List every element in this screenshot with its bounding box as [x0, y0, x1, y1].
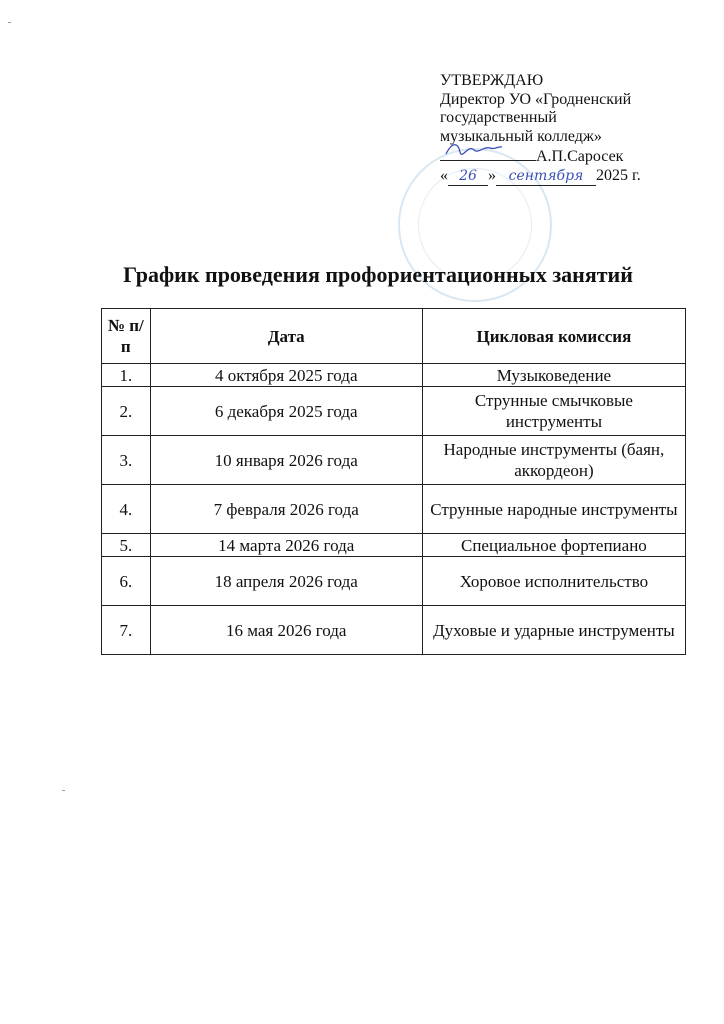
table-row — [102, 387, 686, 436]
approval-org-line2: государственный — [440, 109, 557, 126]
cell-commission: Духовые и ударные инструменты — [422, 606, 685, 655]
table-row — [102, 534, 686, 557]
cell-num: 5. — [102, 534, 151, 557]
cell-commission: Хоровое исполнительство — [422, 557, 685, 606]
approval-org-line3: музыкальный колледж» — [440, 127, 602, 145]
header-date: Дата — [150, 309, 422, 364]
signature-scribble-icon — [444, 138, 504, 160]
schedule-table — [101, 308, 686, 655]
cell-num: 7. — [102, 606, 151, 655]
approval-day: 26 — [448, 167, 488, 187]
cell-num: 6. — [102, 557, 151, 606]
cell-date: 4 октября 2025 года — [150, 364, 422, 387]
scan-speck — [8, 22, 11, 23]
cell-commission: Струнные народные инструменты — [422, 485, 685, 534]
approval-date — [440, 167, 680, 187]
cell-commission: Специальное фортепиано — [422, 534, 685, 557]
quote-close: » — [488, 166, 496, 184]
cell-num: 4. — [102, 485, 151, 534]
cell-date: 10 января 2026 года — [150, 436, 422, 485]
quote-open: « — [440, 166, 448, 184]
table-row — [102, 364, 686, 387]
table-row — [102, 436, 686, 485]
approval-position-text: Директор УО «Гродненский — [440, 90, 632, 108]
cell-num: 3. — [102, 436, 151, 485]
cell-commission: Музыковедение — [422, 364, 685, 387]
table-header-row — [102, 309, 686, 364]
cell-date: 14 марта 2026 года — [150, 534, 422, 557]
approval-year: 2025 г. — [596, 166, 641, 184]
cell-date: 7 февраля 2026 года — [150, 485, 422, 534]
approval-position — [440, 91, 680, 110]
header-num: № п/п — [102, 309, 151, 364]
table-row — [102, 557, 686, 606]
cell-commission: Народные инструменты (баян, аккордеон) — [422, 436, 685, 485]
approval-block — [440, 72, 680, 186]
page-title: График проведения профориентационных занятий — [123, 262, 633, 287]
approval-month: сентября — [496, 167, 596, 187]
approval-heading: УТВЕРЖДАЮ — [440, 72, 544, 89]
cell-num: 2. — [102, 387, 151, 436]
cell-date: 16 мая 2026 года — [150, 606, 422, 655]
scan-speck — [62, 790, 65, 791]
cell-date: 6 декабря 2025 года — [150, 387, 422, 436]
signer-name: А.П.Саросек — [536, 148, 624, 165]
cell-num: 1. — [102, 364, 151, 387]
cell-date: 18 апреля 2026 года — [150, 557, 422, 606]
signature — [440, 146, 536, 161]
cell-commission: Струнные смычковые инструменты — [422, 387, 685, 436]
table-row — [102, 606, 686, 655]
table-row — [102, 485, 686, 534]
signature-line — [440, 146, 680, 167]
header-commission: Цикловая комиссия — [422, 309, 685, 364]
